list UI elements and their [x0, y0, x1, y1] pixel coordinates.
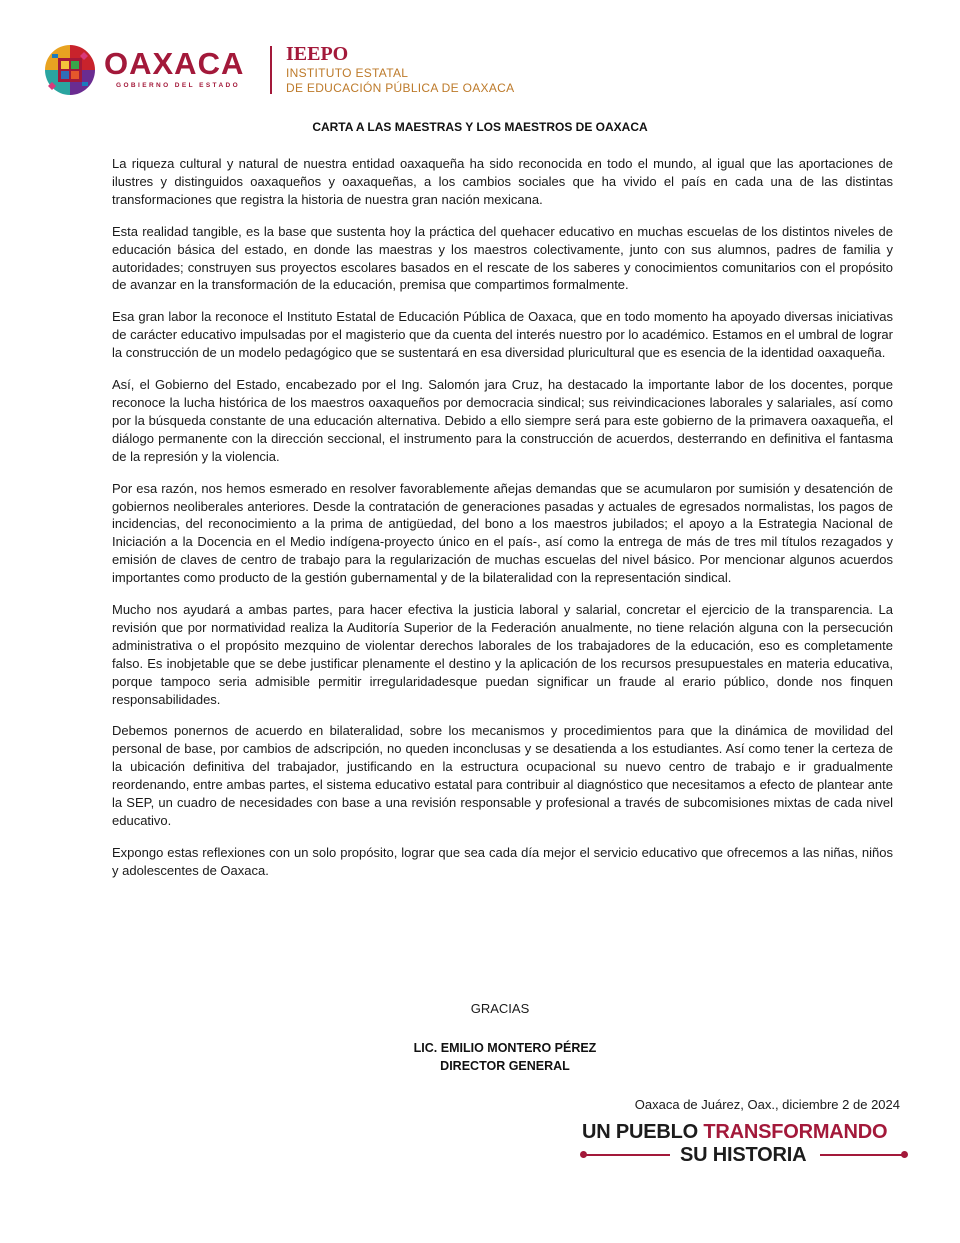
- place-date: Oaxaca de Juárez, Oax., diciembre 2 de 2024: [634, 1097, 900, 1112]
- paragraph: Debemos ponernos de acuerdo en bilateralidad, sobre los mecanismos y procedimientos para que la dinámica de movilidad del personal de base, por cambios de adscripción, no queden inconclusas y se desatienda a los estudiantes. Así como tener la certeza de la ubicación definitiva del trabajador, justificando en la estructura ocupacional su nuevo centro de trabajo e ir gradualmente reordenando, entre ambas partes, el sistema educativo estatal para contribuir al diagnóstico que necesitamos a efecto de plantear ante la SEP, un cuadro de necesidades con base a una revisión responsable y profesional a través de subcomisiones mixtas de cada nivel educativo.: [112, 723, 893, 828]
- letterhead: [44, 42, 644, 102]
- paragraph: Expongo estas reflexiones con un solo propósito, lograr que sea cada día mejor el servicio educativo que ofrecemos a las niñas, niños y adolescentes de Oaxaca.: [112, 844, 893, 878]
- paragraph: Así, el Gobierno del Estado, encabezado por el Ing. Salomón jara Cruz, ha destacado la importante labor de los docentes, porque reconoce la lucha histórica de los maestros oaxaqueños por democracia sindical; sus reivindicaciones laborales y salariales, así como por la búsqueda constante de una educación alternativa. Debido a ello siempre será para este gobierno de la primavera oaxaqueña, el diálogo permanente con la dirección seccional, el instrumento para la construcción de acuerdos, desterrando en definitiva el fantasma de la represión y la violencia.: [112, 377, 893, 464]
- paragraph: Esta realidad tangible, es la base que sustenta hoy la práctica del quehacer educativo en muchas escuelas de los distintos niveles de educación básica del estado, en donde las maestras y los maestros colectivamente, junto con sus alumnos, padres de familia y autoridades; construyen sus proyectos escolares basados en el rescate de los saberes y conocimientos comunitarios con el propósito de avanzar en la transformación de la educación, premisa que compartimos formalmente.: [112, 223, 893, 293]
- paragraph: La riqueza cultural y natural de nuestra entidad oaxaqueña ha sido reconocida en todo el mundo, al igual que las aportaciones de ilustres y distinguidos oaxaqueños y oaxaqueñas, a los cambios sociales que ha vivido el país en cada una de las distintas transformaciones que registra la historia de nuestra gran nación mexicana.: [112, 156, 893, 207]
- paragraph: Esa gran labor la reconoce el Instituto Estatal de Educación Pública de Oaxaca, que en todo momento ha apoyado diversas iniciativas de carácter educativo impulsadas por el magisterio que da cuenta del interés nuestro por lo académico. Estamos en el umbral de lograr la construcción de un modelo pedagógico que se sustentará en esa diversidad pluricultural que es esencia de la identidad oaxaqueña.: [112, 309, 893, 361]
- slogan-part-1: UN PUEBLO: [582, 1121, 704, 1143]
- state-subtitle: GOBIERNO DEL ESTADO: [116, 82, 241, 89]
- letter-body: [112, 155, 893, 894]
- slogan-rule-right: [820, 1154, 904, 1156]
- institute-name-line-1: INSTITUTO ESTATAL: [286, 66, 409, 80]
- state-name: OAXACA: [104, 46, 245, 81]
- signatory-name: LIC. EMILIO MONTERO PÉREZ: [413, 1041, 597, 1055]
- slogan-line-2: SU HISTORIA: [680, 1144, 807, 1166]
- institute-name-line-2: DE EDUCACIÓN PÚBLICA DE OAXACA: [286, 81, 515, 95]
- slogan-dot-right: [901, 1151, 908, 1158]
- institute-acronym: IEEPO: [286, 43, 349, 65]
- letter-title: CARTA A LAS MAESTRAS Y LOS MAESTROS DE OAXACA: [312, 120, 648, 134]
- closing-thanks: GRACIAS: [470, 1001, 530, 1016]
- slogan-part-2: TRANSFORMANDO: [703, 1121, 888, 1143]
- paragraph: Mucho nos ayudará a ambas partes, para hacer efectiva la justicia laboral y salarial, concretar el ejercicio de la transparencia. La revisión que por normatividad realiza la Auditoría Superior de la Federación anualmente, no tiene relación alguna con la persecución administrativa o el propósito mezquino de violentar derechos laborales de los trabajadores de la educación, eso es completamente falso. Es inobjetable que se debe justificar plenamente el destino y la aplicación de los recursos presupuestales en materia educativa, porque tampoco seria admisible permitir irregularidadesque puedan significar un fraude al erario público, donde nos finquen responsabilidades.: [112, 602, 893, 707]
- header-divider: [270, 46, 272, 94]
- slogan: [580, 1120, 910, 1170]
- signatory-role: DIRECTOR GENERAL: [440, 1059, 570, 1073]
- slogan-rule-left: [584, 1154, 670, 1156]
- slogan-dot-left: [580, 1151, 587, 1158]
- oaxaca-seal-icon: [44, 44, 96, 96]
- paragraph: Por esa razón, nos hemos esmerado en resolver favorablemente añejas demandas que se acumularon por sumisión y desatención de gobiernos neoliberales anteriores. Desde la contratación de generaciones pasadas y actuales de egresados normalistas, los pagos de incidencias, del reconocimiento a la prima de antigüedad, del bono a los maestros jubilados; el apoyo a la Estrategia Nacional de Iniciación a la Docencia en el Medio indígena-proyecto único en el país-, así como la entrega de más de tres mil títulos rezagados y emisión de claves de centro de trabajo para la regularización de muchas escuelas del nivel básico. Por mencionar algunos acuerdos importantes como producto de la gestión gubernamental y de la bilateralidad con la representación sindical.: [112, 480, 893, 586]
- slogan-line-1: [582, 1120, 887, 1144]
